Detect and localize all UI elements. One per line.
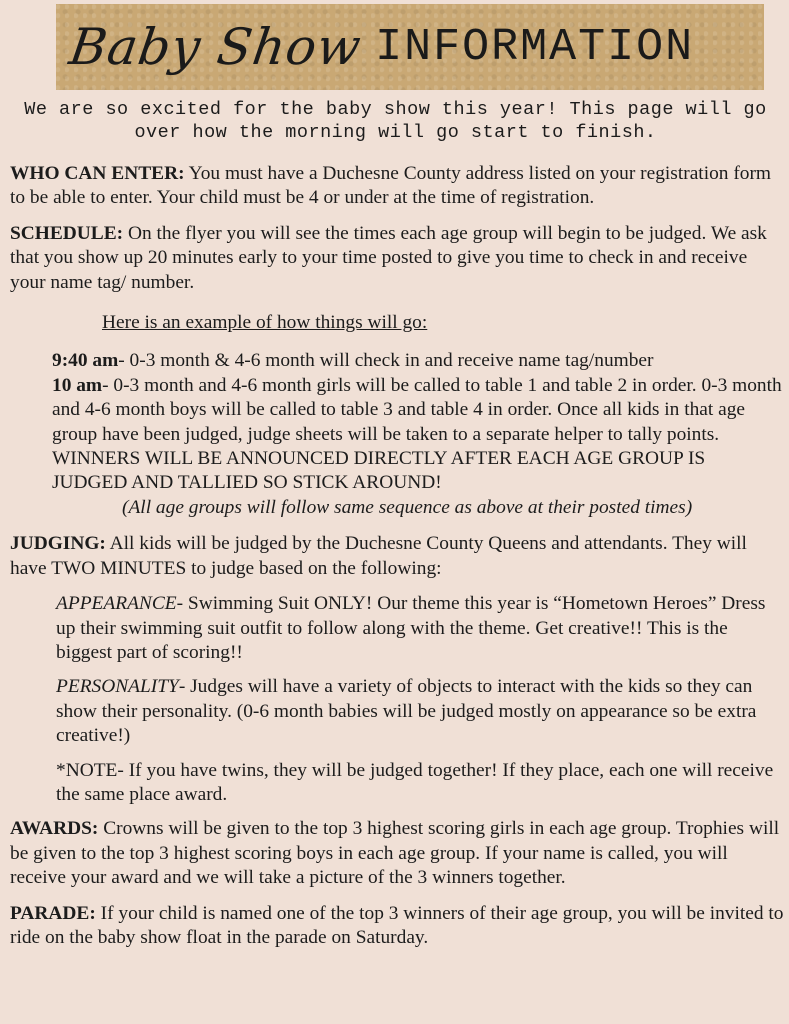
appearance-text: - Swimming Suit ONLY! Our theme this year is “Hometown Heroes” Dress up their swimming suit outfit to follow along with the theme. Get creative!! This is the biggest part of scoring!! <box>56 593 766 663</box>
example-text-1: - 0-3 month & 4-6 month will check in and receive name tag/number <box>118 350 654 372</box>
example-time-2: 10 am <box>52 374 103 396</box>
title-banner <box>56 4 764 90</box>
judging-text: All kids will be judged by the Duchesne County Queens and attendants. They will have TWO MINUTES to judge based on the following: <box>10 533 747 579</box>
parade-text: If your child is named one of the top 3 winners of their age group, you will be invited to ride on the baby show float in the parade on Saturday. <box>10 902 784 948</box>
intro-text: We are so excited for the baby show this year! This page will go over how the morning will go start to finish. <box>24 99 767 143</box>
example-heading: Here is an example of how things will go: <box>102 312 428 334</box>
twins-note: *NOTE- If you have twins, they will be judged together! If they place, each one will receive the same place award. <box>56 759 774 805</box>
personality-text: - Judges will have a variety of objects to interact with the kids so they can show their personality. (0-6 month babies will be judged mostly on appearance so be extra creative!) <box>56 676 757 747</box>
example-block <box>10 349 785 495</box>
appearance-label: APPEARANCE <box>56 593 177 615</box>
schedule-label: SCHEDULE: <box>10 222 124 244</box>
who-text: You must have a Duchesne County address listed on your registration form to be able to enter. Your child must be 4 or under at the time of registration. <box>10 163 772 209</box>
judging-label: JUDGING: <box>10 533 106 555</box>
example-note: (All age groups will follow same sequence as above at their posted times) <box>122 496 693 518</box>
example-line-2 <box>52 374 785 496</box>
awards-label: AWARDS: <box>10 818 99 840</box>
personality-label: PERSONALITY <box>56 676 179 698</box>
parade-label: PARADE: <box>10 902 96 924</box>
example-line-1 <box>52 349 785 373</box>
schedule-section <box>10 222 785 295</box>
awards-section <box>10 817 785 890</box>
awards-text: Crowns will be given to the top 3 highest scoring girls in each age group. Trophies will be given to the top 3 highest scoring boys in each age group. If your name is called, you will receive your award and we will take a picture of the 3 winners together. <box>10 818 780 889</box>
schedule-text: On the flyer you will see the times each age group will begin to be judged. We ask that you show up 20 minutes early to your time posted to give you time to check in and receive your name tag/ number. <box>10 222 767 293</box>
who-label: WHO CAN ENTER: <box>10 163 185 184</box>
info-body <box>10 162 785 961</box>
example-text-2: - 0-3 month and 4-6 month girls will be called to table 1 and table 2 in order. 0-3 month and 4-6 month boys will be called to table 3 and table 4 in order. Once all kids in that age group have been judged, judge sheets will be taken to a separate helper to tally points. WINNERS WILL BE ANNOUNCED DIRECTLY AFTER EACH AGE GROUP IS JUDGED AND TALLIED SO STICK AROUND! <box>52 374 782 494</box>
example-time-1: 9:40 am <box>52 350 119 372</box>
appearance-item <box>10 592 785 665</box>
parade-section <box>10 902 785 951</box>
page-title: INFORMATION <box>375 21 695 73</box>
who-can-enter-section <box>10 162 785 211</box>
personality-item <box>10 675 785 748</box>
script-title: Baby Show <box>65 18 366 76</box>
judging-section <box>10 532 785 581</box>
